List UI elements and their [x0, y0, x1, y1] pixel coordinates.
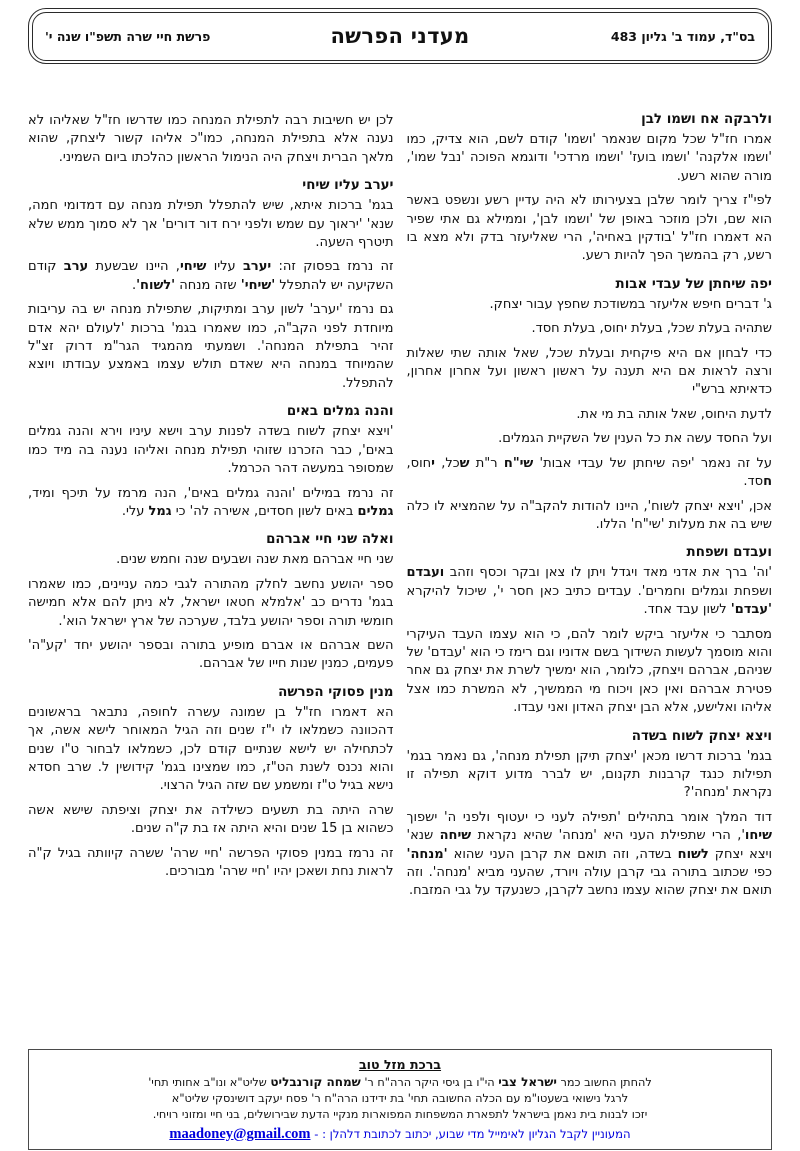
- bold-text: שי"ח: [503, 455, 534, 471]
- section-heading: ולרבקה אח ושמו לבן: [641, 112, 772, 127]
- paragraph: [407, 296, 773, 314]
- text-run: שזה מנחה: [175, 277, 241, 293]
- text-run: הי"ו בן גיסי היקר הרה"ח ר': [360, 1076, 499, 1089]
- paragraph: [407, 809, 773, 901]
- text-run: עלי.: [121, 503, 149, 519]
- paragraph: [28, 197, 394, 252]
- footer-title: ברכת מזל טוב: [358, 1057, 442, 1072]
- paragraph: [28, 423, 394, 478]
- text-run: .: [131, 277, 137, 293]
- masthead-issue-info: בס"ד, עמוד ב' גליון 483: [610, 28, 755, 44]
- text-run: ', הרי שתפילת העני היא 'מנחה' שהיא נקראת: [471, 828, 745, 844]
- text-run: , היינו שבשעת: [88, 259, 180, 275]
- paragraph: [407, 131, 773, 186]
- paragraph: [407, 345, 773, 400]
- section-heading: והנה גמלים באים: [286, 404, 394, 420]
- bold-text: שיחו: [744, 828, 772, 844]
- text-run: יזכו לבנות בית נאמן בישראל לתפארת המשפחות המפוארות מנקיי הדעת שבירושלים, בני חיי ומזוני רויחי.: [152, 1108, 648, 1122]
- bold-text: ישראל צבי: [498, 1075, 557, 1089]
- text-run: שרה היתה בת תשעים כשילדה את יצחק וציפתה שישא אשה כשהוא בן 15 שנים והיא היתה אז בת ק"ה שנים.: [28, 802, 394, 837]
- text-run: ועל החסד עשה את כל הענין של השקיית הגמלים.: [498, 431, 772, 447]
- text-run: ג' דברים חיפש אליעזר במשודכת שחפץ עבור יצחק.: [489, 296, 772, 312]
- text-run: לרגל נישואי בשעטו"מ עם הכלה החשובה תחי' בת ידידנו הרה"ח ר' פסח יעקב דושינסקי שליט"א: [171, 1092, 629, 1106]
- paragraph: [28, 551, 394, 569]
- bold-text: ש: [459, 455, 470, 471]
- text-run: זה נרמז במילים 'והנה גמלים באים', הנה מרמז על תיכף ומיד,: [28, 485, 394, 501]
- bold-text: גמלים: [357, 503, 394, 519]
- text-run: על זה נאמר 'יפה שיחתן של עבדי אבות': [533, 455, 772, 471]
- text-run: 'וה' ברך את אדני מאד ויגדל ויתן לו צאן ובקר וכסף וזהב: [444, 565, 772, 581]
- paragraph: [28, 485, 394, 522]
- mazal-tov-box: [28, 1049, 772, 1150]
- text-run: כל,: [434, 455, 460, 471]
- text-run: זה נרמז בפסוק זה:: [271, 259, 394, 275]
- bold-text: 'שיחי': [240, 277, 276, 293]
- paragraph: [407, 626, 773, 718]
- text-run: בשדה, וזה תואם את קרבן העני שהוא: [447, 846, 678, 862]
- bold-text: 'מנחה': [406, 846, 448, 862]
- paragraph: [28, 112, 394, 167]
- paragraph: [407, 564, 773, 619]
- bold-text: י: [431, 455, 435, 471]
- masthead: [28, 8, 772, 64]
- text-run: סד.: [743, 474, 764, 490]
- text-run: ושפחת וגמלים וחמרים'. עבדים כתיב כאן חסר י', שיכול להיקרא: [406, 583, 772, 599]
- bold-text: ערב: [63, 259, 89, 275]
- column-left: [28, 112, 394, 1040]
- section-heading: ויצא יצחק לשוח בשדה: [631, 728, 772, 744]
- paragraph: [28, 301, 394, 393]
- section-heading: מנין פסוקי הפרשה: [278, 684, 394, 700]
- paragraph: [28, 802, 394, 839]
- bold-text: יערב: [242, 259, 272, 275]
- paragraph: [407, 455, 773, 492]
- paragraph: [407, 748, 773, 803]
- subscribe-line: [39, 1126, 761, 1143]
- masthead-parsha-info: פרשת חיי שרה תשפ"ו שנה י': [44, 28, 211, 44]
- text-run: להחתן החשוב כמר: [556, 1076, 652, 1089]
- text-run: חוס,: [406, 455, 432, 471]
- paragraph: [28, 637, 394, 674]
- text-run: דוד המלך אומר בתהילים 'תפילה לעני כי יעטוף ולפני ה' ישפוך: [406, 809, 772, 825]
- bold-text: שיחי: [179, 259, 207, 275]
- page-title: מעדני הפרשה: [330, 24, 470, 48]
- text-run: שנא' ויצא יצחק: [406, 828, 772, 862]
- bold-text: לשוח: [677, 846, 709, 862]
- section-heading: יפה שיחתן של עבדי אבות: [615, 276, 772, 292]
- text-run: קודם השקיעה יש להתפלל: [28, 259, 394, 293]
- footer-line: [39, 1074, 761, 1091]
- text-run: אמרו חז"ל שכל מקום שנאמר 'ושמו' קודם לשם, הוא צדיק, כמו 'ושמו אלקנה' 'ושמו בועז' 'ושמו מרדכי' ודוגמא הפוכה 'נבל שמו', מורה שהוא רשע.: [406, 132, 772, 184]
- email-link[interactable]: maadoney@gmail.com: [169, 1125, 311, 1142]
- text-run: זה נרמז במנין פסוקי הפרשה 'חיי שרה' ששרה קיוותה בגיל ק"ה לראות נחת ושאכן יהיו 'חיי שרה' מבורכים.: [28, 845, 394, 879]
- text-run: 'ויצא יצחק לשוח בשדה לפנות ערב וישא עיניו וירא והנה גמלים באים', כבר הזכרנו שזוהי תפילת מנחה ואליהו נענה בה מיד כמו שמסופר במעשה דהר הכרמל.: [28, 424, 394, 477]
- bold-text: שמחה קורנבליט: [270, 1075, 361, 1089]
- text-run: בגמ' ברכות דרשו מכאן 'יצחק תיקן תפילת מנחה', גם נאמר בגמ' תפילות כנגד קרבנות תקנום, יש לברר מדוע דוקא תפילה זו נקראת 'מנחה'?: [406, 748, 772, 801]
- bold-text: 'עבדם': [730, 602, 772, 618]
- paragraph: [28, 704, 394, 796]
- bold-text: ח: [763, 474, 772, 490]
- text-run: כפי שכתוב בתורה גבי קרבן עולה ויורד, שהעני מביא 'מנחה'. וזה תואם את יצחק שהוא עצמו נחשב לקרבן, כשנעקד על גבי המזבח.: [406, 865, 772, 899]
- bold-text: ועבדם: [406, 565, 445, 581]
- bold-text: 'לשוח': [136, 277, 176, 293]
- paragraph: [28, 576, 394, 631]
- text-run: ר"ת: [469, 455, 504, 471]
- text-run: שתהיה בעלת שכל, בעלת יחוס, בעלת חסד.: [531, 321, 772, 337]
- paragraph: [407, 498, 773, 535]
- text-run: לשון עבד אחד.: [643, 602, 731, 618]
- paragraph: [28, 845, 394, 882]
- bold-text: גמל: [148, 503, 172, 519]
- section-heading: יערב עליו שיחי: [302, 178, 394, 194]
- paragraph: [407, 192, 773, 266]
- text-run: שני חיי אברהם מאת שנה ושבעים שנה וחמש שנים.: [116, 552, 394, 568]
- article-body: [28, 112, 772, 1040]
- paragraph: [28, 258, 394, 295]
- subscribe-text: המעוניין לקבל הגליון לאימייל מדי שבוע, יכתוב לכתובת דלהלן : -: [314, 1126, 631, 1141]
- text-run: לדעת היחוס, שאל אותה בת מי את.: [576, 406, 772, 422]
- text-run: עליו: [206, 259, 243, 275]
- text-run: בגמ' ברכות איתא, שיש להתפלל תפילת מנחה עם דמדומי חמה, שנא' 'יראוך עם שמש ולפני ירח דור דורים' אך לא סמוך ממש שלא תיטרף השעה.: [28, 198, 394, 251]
- paragraph: [407, 406, 773, 424]
- text-run: גם נרמז 'יערב' לשון ערב ומתיקות, שתפילת מנחה יש בה עריבות מיוחדת לפני הקב"ה, כמו שאמרו בגמ' ברכות 'לעולם יהא אדם זהיר בתפילת המנחה'. ושמעתי מהמגיד הגר"מ דרוק זצ"ל שהמיוחד במנחה היא שאדם תולש עצמו באמצע עבודתו ויוצא להתפלל.: [28, 302, 394, 391]
- bold-text: שיחה: [439, 828, 472, 844]
- paragraph: [407, 430, 773, 448]
- text-run: מסתבר כי אליעזר ביקש לומר להם, כי הוא עצמו העבד העיקרי והוא מוסמך לעשות השידוך בשם אדוניו וגם רימז כי הוא 'עבדם' של שניהם, אברהם ויצחק, כלומר, הוא ימשיך לשרת את יצחק גם אחר פטירת אברהם ואין כאן ויכוח מי הממשיך, לא המשרת כמו אצל אליהו ואלישע, אלא הבן יצחק האדון ואני עבדו.: [406, 626, 772, 716]
- text-run: לכן יש חשיבות רבה לתפילת המנחה כמו שדרשו חז"ל שאליהו לא נענה אלא בתפילת המנחה, כמו"כ אליהו קשור ליצחק, שהוא מלאך הברית ויצחק היה הנימול הראשון כהלכתו ביום השמיני.: [28, 113, 394, 165]
- section-heading: ואלה שני חיי אברהם: [266, 532, 394, 548]
- text-run: כדי לבחון אם היא פיקחית ובעלת שכל, שאל אותה שתי שאלות ורצה לראות אם היא תענה על ראשון ראשון ועל אחרון אחרון, כדאיתא ברש"י: [406, 345, 772, 398]
- column-right: [407, 112, 773, 1040]
- text-run: שליט"א ונו"ב אחותי תחי': [148, 1076, 271, 1089]
- section-heading: ועבדם ושפחת: [686, 545, 772, 561]
- text-run: ספר יהושע נחשב לחלק מהתורה לגבי כמה עניינים, כמו שאמרו בגמ' נדרים כב 'אלמלא חטאו ישראל, לא ניתן להם אלא חמישה חומשי תורה וספר יהושע בלבד, שערכה של ארץ ישראל הוא'.: [28, 576, 394, 629]
- paragraph: [407, 320, 773, 338]
- footer-line: [39, 1091, 761, 1107]
- text-run: השם אברהם או אברם מופיע בתורה ובספר יהושע יחד 'קע"ה' פעמים, כמנין שנות חייו של אברהם.: [28, 637, 394, 672]
- text-run: באים לשון חסדים, אשירה לה' כי: [171, 503, 358, 519]
- text-run: לפי"ז צריך לומר שלבן בצעירותו לא היה עדיין רשע ונשפט באשר הוא שם, ולכן מוזכר באופן של 'ושמו לבן', וממילא גם אתי שפיר הא דאמרו חז"ל 'בודקין באחיה', הרי שאליעזר בדק ולא מצא בו רשע, רק בהמשך הפך להיות רשע.: [406, 193, 772, 264]
- text-run: אכן, 'ויצא יצחק לשוח', היינו להודות להקב"ה על שהמציא לו כלה שיש בה את מעלות 'שי"ח' הללו.: [406, 498, 772, 532]
- footer-line: [39, 1107, 761, 1123]
- text-run: הא דאמרו חז"ל בן שמונה עשרה לחופה, נתבאר בראשונים דהכוונה כשמלאו לו י"ז שנים וזה הגיל המאוחר לישא אשה, אך לכתחילה יש לישא שנתיים קודם לכן, כשמלאו לבחור ט"ו שנים והוא נכנס לשנת הט"ז, כמו שמצינו בגמ' קידושין ל. שרב חסדא נישא בגיל ט"ז ומשמע שם שזה הגיל הרצוי.: [28, 704, 394, 794]
